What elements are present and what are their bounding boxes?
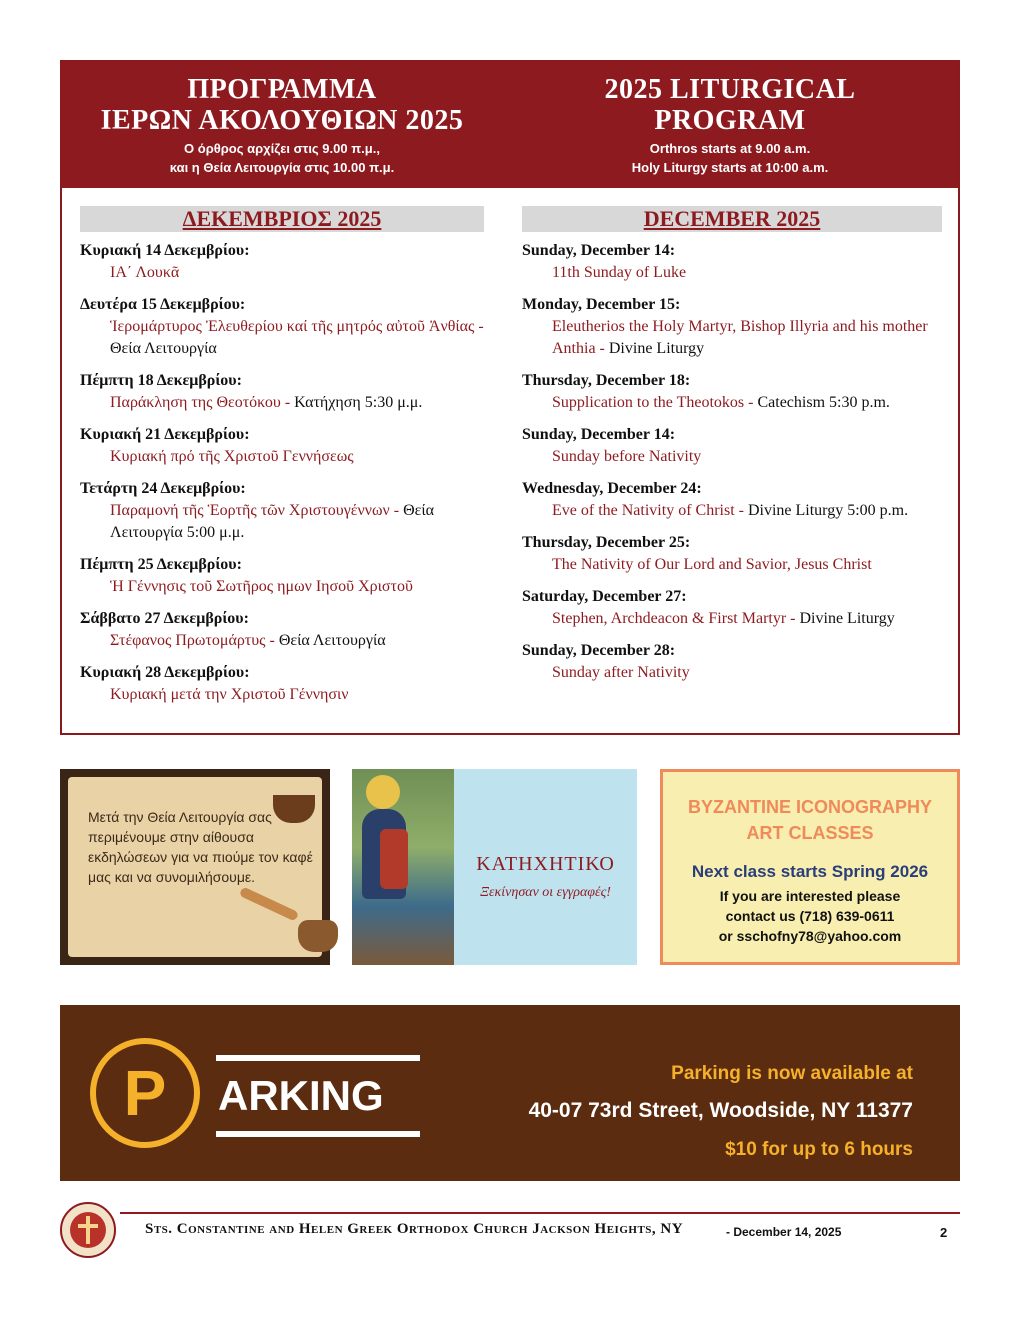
event-title: Sunday after Nativity: [552, 664, 690, 681]
greek-title-line1: ΠΡΟΓΡΑΜΜΑ: [187, 74, 377, 105]
event-description: [522, 446, 947, 468]
event-service: Divine Liturgy 5:00 p.m.: [747, 502, 909, 519]
event-item: [80, 478, 505, 544]
page-number: 2: [940, 1225, 948, 1240]
event-date: Κυριακή 28 Δεκεμβρίου:: [80, 664, 250, 681]
christ-with-children-icon: [352, 769, 454, 965]
english-title-line1: 2025 LITURGICAL: [604, 74, 856, 105]
event-item: [80, 294, 505, 360]
event-description: [80, 316, 505, 360]
iconography-info-line2: contact us (718) 639-0611: [725, 908, 895, 924]
iconography-title-line2: ART CLASSES: [746, 823, 874, 843]
event-item: [522, 478, 947, 522]
liturgical-program: [60, 60, 960, 735]
greek-events: [80, 240, 505, 716]
english-sub-line1: Orthros starts at 9.00 a.m.: [649, 141, 811, 156]
cross-icon: [86, 1216, 90, 1244]
english-header: [510, 74, 950, 177]
event-description: [80, 500, 505, 544]
event-title: Ἡ Γέννησις τοῦ Σωτῆρος ημων Ιησοῦ Χριστοῦ: [110, 578, 413, 595]
english-sub-line2: Holy Liturgy starts at 10:00 a.m.: [631, 160, 829, 175]
catechism-subtitle: Ξεκίνησαν οι εγγραφές!: [480, 885, 611, 900]
greek-sub-line1: Ο όρθρος αρχίζει στις 9.00 π.μ.,: [184, 141, 380, 156]
event-item: [522, 240, 947, 284]
catechism-title: ΚΑΤΗΧΗΤΙΚΟ: [476, 853, 615, 875]
greek-sub-line2: και η Θεία Λειτουργία στις 10.00 π.μ.: [169, 160, 395, 175]
parking-word: ARKING: [218, 1072, 384, 1119]
event-date: Δευτέρα 15 Δεκεμβρίου:: [80, 296, 246, 313]
event-date: Sunday, December 28:: [522, 642, 676, 659]
footer-church-name: Sts. Constantine and Helen Greek Orthodox Church Jackson Heights, NY: [145, 1221, 684, 1237]
iconography-info-line1: If you are interested please: [719, 888, 901, 904]
parking-top-rule: [216, 1055, 420, 1061]
english-month-bar: [522, 206, 942, 232]
event-description: [522, 392, 947, 414]
greek-title-line2: ΙΕΡΩΝ ΑΚΟΛΟΥΘΙΩΝ 2025: [100, 105, 464, 136]
event-description: [522, 608, 947, 630]
event-title: ΙΑ΄ Λουκᾶ: [110, 264, 180, 281]
event-description: [80, 576, 505, 598]
event-title: Παραμονή τῆς Ἑορτῆς τῶν Χριστουγέννων -: [110, 502, 400, 519]
catechism-ad: [352, 769, 637, 965]
event-date: Sunday, December 14:: [522, 242, 676, 259]
event-date: Thursday, December 18:: [522, 372, 691, 389]
parking-price: $10 for up to 6 hours: [725, 1139, 913, 1160]
event-description: [522, 500, 947, 522]
greek-header: [62, 74, 502, 177]
cross-bar-icon: [78, 1224, 98, 1228]
parking-bottom-rule: [216, 1131, 420, 1137]
event-description: [522, 554, 947, 576]
event-description: [522, 316, 947, 360]
footer-date: - December 14, 2025: [726, 1225, 842, 1239]
event-title: Παράκληση της Θεοτόκου -: [110, 394, 291, 411]
event-item: [522, 370, 947, 414]
event-title: Eve of the Nativity of Christ -: [552, 502, 744, 519]
event-date: Κυριακή 21 Δεκεμβρίου:: [80, 426, 250, 443]
event-title: Κυριακή μετά την Χριστοῦ Γέννησιν: [110, 686, 349, 703]
parking-letter: P: [123, 1057, 167, 1129]
event-date: Κυριακή 14 Δεκεμβρίου:: [80, 242, 250, 259]
event-date: Wednesday, December 24:: [522, 480, 702, 497]
robe-icon: [380, 829, 408, 889]
iconography-ad: [660, 769, 960, 965]
event-title: Ἱερομάρτυρος Ἐλευθερίου καί τῆς μητρός αὐτοῦ Ἀνθίας -: [110, 318, 484, 335]
event-title: Sunday before Nativity: [552, 448, 702, 465]
parking-address: 40-07 73rd Street, Woodside, NY 11377: [528, 1099, 913, 1122]
event-service: Θεία Λειτουργία: [110, 340, 217, 357]
event-date: Thursday, December 25:: [522, 534, 691, 551]
event-title: 11th Sunday of Luke: [552, 264, 687, 281]
event-item: [522, 640, 947, 684]
event-item: [522, 532, 947, 576]
english-title-line2: PROGRAM: [654, 105, 806, 136]
greek-month: ΔΕΚΕΜΒΡΙΟΣ 2025: [182, 206, 382, 231]
iconography-info-line3[interactable]: or sschofny78@yahoo.com: [718, 928, 902, 944]
event-date: Πέμπτη 18 Δεκεμβρίου:: [80, 372, 242, 389]
event-service: Θεία Λειτουργία: [278, 632, 386, 649]
coffee-hour-ad: [60, 769, 330, 965]
church-seal-icon: [60, 1202, 116, 1258]
event-item: [80, 370, 505, 414]
event-date: Πέμπτη 25 Δεκεμβρίου:: [80, 556, 242, 573]
event-item: [80, 424, 505, 468]
event-item: [522, 424, 947, 468]
event-item: [80, 240, 505, 284]
iconography-title: [663, 794, 957, 846]
event-date: Sunday, December 14:: [522, 426, 676, 443]
event-item: [80, 662, 505, 706]
coffee-pot-icon: [298, 920, 338, 952]
iconography-title-line1: BYZANTINE ICONOGRAPHY: [687, 797, 932, 817]
event-service: Divine Liturgy: [608, 340, 705, 357]
event-item: [80, 554, 505, 598]
event-title: The Nativity of Our Lord and Savior, Jesus Christ: [552, 556, 872, 573]
iconography-contact: [663, 886, 957, 946]
event-service: Divine Liturgy: [799, 610, 895, 627]
parking-availability: Parking is now available at: [671, 1063, 913, 1084]
coffee-pot-handle-icon: [239, 886, 299, 921]
event-item: [522, 586, 947, 630]
event-description: [522, 662, 947, 684]
event-date: Τετάρτη 24 Δεκεμβρίου:: [80, 480, 246, 497]
halo-icon: [366, 775, 400, 809]
iconography-next-class: Next class starts Spring 2026: [691, 862, 929, 881]
greek-month-bar: [80, 206, 484, 232]
event-title: Stephen, Archdeacon & First Martyr -: [552, 610, 796, 627]
event-date: Σάββατο 27 Δεκεμβρίου:: [80, 610, 249, 627]
english-events: [522, 240, 947, 694]
event-description: [80, 262, 505, 284]
event-description: [80, 446, 505, 468]
event-date: Saturday, December 27:: [522, 588, 687, 605]
event-date: Monday, December 15:: [522, 296, 681, 313]
event-title: Κυριακή πρό τῆς Χριστοῦ Γεννήσεως: [110, 448, 354, 465]
event-title: Στέφανος Πρωτομάρτυς -: [110, 632, 275, 649]
event-service: Θεία Λειτουργία 5:00 μ.μ.: [110, 502, 435, 541]
event-title: Supplication to the Theotokos -: [552, 394, 754, 411]
event-description: [522, 262, 947, 284]
coffee-text: Μετά την Θεία Λειτουργία σας περιμένουμε στην αίθουσα εκδηλώσεων για να πιούμε τον καφέ μας και να συνομιλήσουμε.: [88, 809, 313, 885]
program-header: [62, 62, 958, 188]
event-title: Eleutherios the Holy Martyr, Bishop Illyria and his mother Anthia -: [552, 318, 928, 357]
event-description: [80, 684, 505, 706]
coffee-parchment: [68, 777, 322, 957]
event-item: [522, 294, 947, 360]
parking-banner: [60, 1005, 960, 1181]
event-description: [80, 630, 505, 652]
english-month: DECEMBER 2025: [643, 206, 821, 231]
event-description: [80, 392, 505, 414]
event-item: [80, 608, 505, 652]
event-service: Κατήχηση 5:30 μ.μ.: [294, 394, 423, 411]
footer-rule: [120, 1212, 960, 1214]
event-service: Catechism 5:30 p.m.: [757, 394, 890, 411]
